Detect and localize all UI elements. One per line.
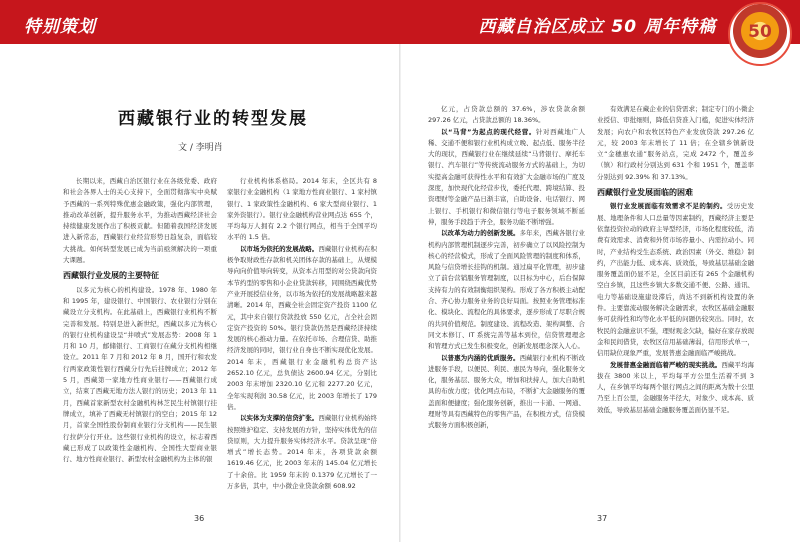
paragraph <box>597 201 754 359</box>
text-column-1 <box>63 176 217 510</box>
paragraph-text: 西藏银行业机构在积极争取财政性存款和机关团体存款的基础上，从规模导向向价值导向转变，从资本占用型的对公贷款向资本节约型的零售和小企业贷款转移，同围绕西藏优势产业开展授信业务，以市场为依托的发展战略越来越清晰。2014 年，西藏全社会固定资产投资 1100 亿元，其中来自银行贷款投放 550 亿元，占全社会固定资产投资的 50%。银行贷款仍然是西藏经济持续发展的核心推动力量。在依托市场、合理信贷、助推经济发展的同时，银行业自身也不断实现优化发展。2014 年末，西藏银行业金融机构总资产达 2652.10 亿元，总负债达 2600.94 亿元，分别比 2003 年末增加 2320.10 亿元和 2277.20 亿元，全年实现利润 30.58 亿元，比 2003 年增长了 179 倍。 <box>227 244 377 411</box>
paragraph-text: 西藏平均海拔在 3800 米以上，平均每平方公里生活着不到 3 人，在乡镇平均每两个银行网点之间的距离为数十公里乃至上百公里，金融服务半径大，对象少、成本高、质效低，导致基层基础金融服务覆盖面仍显不足。 <box>597 360 754 414</box>
paragraph-lead: 银行业发展面临有效需求不足的制约。 <box>610 202 727 211</box>
anniversary-emblem-icon <box>728 2 792 66</box>
paragraph-text: 针对西藏地广人稀、交通不便和银行业机构成立晚、起点低、服务半径大的现状，西藏银行业在继续延续“马背银行、摩托车银行、汽车银行”等传统流动服务方式的基础上，为切实提高金融可获得性水平和有效扩大金融市场的广度及深度，加快现代化经营步伐，委托代理、跨境结算、投资理财等金融产品日渐丰富，自助设备、电话银行、网上银行、手机银行和微信银行等电子服务领域不断延伸，服务手段趋于齐全，服务功能不断增强。 <box>428 127 585 226</box>
paragraph-lead: 发展普惠金融面临着严峻的现实挑战。 <box>610 360 722 369</box>
paragraph-lead: 以普惠为内涵的优质服务。 <box>441 353 520 362</box>
page-fold <box>399 44 401 542</box>
paragraph <box>428 127 585 229</box>
paragraph <box>428 228 585 352</box>
paragraph-text: 亿元，占贷款总额的 37.6%，涉农贷款余额 297.26 亿元，占贷款总额的 18.36%。 <box>428 105 585 125</box>
paragraph-text: 受历史发展、地理条件和人口总量等因素制约，西藏经济主要是依靠投资拉动的政府主导型经济，市场化程度较低，消费有效需求、消费和外贸市场容量小、内需拉动小。同时，产业结构受生态系统、政治因素（外交、维稳）制约，产出能力低、成本高、质效低，导致基层基础金融服务覆盖面仍显不足，全区目前还有 265 个金融机构空白乡镇，且这些乡镇大多数交通不便、公路、通讯、电力等基础设施建设滞后，尚达不到新机构设置的条件。主要靠流动服务解决金融需求，农牧区基础金融服务可获得性和均等化水平低的问题仍较突出。同时，农牧民的金融意识不强，理财观念欠缺，偏好在家存放现金和民间借贷，农牧区信用基础薄弱，信用形式单一，信用缺位现象严重，发展普惠金融面临严峻挑战。 <box>597 202 754 358</box>
paragraph-text: 长期以来，西藏自治区银行业在各级党委、政府和社会各界人士的关心支持下，全面贯彻落实中央赋予西藏的一系列特殊优惠金融政策，强化内部管理，推动改革创新，提升服务水平，为推动西藏经济社会持续健康发展作出了积极贡献。但随着我国经济发展进入新常态，西藏银行业经营形势日趋复杂，面临较大挑战。如何转型发展已成为当前亟须解决的一项重大课题。 <box>63 177 217 265</box>
section-heading: 西藏银行业发展面临的困难 <box>597 188 693 198</box>
paragraph-lead: 以“马背”为起点的现代经营。 <box>441 127 536 136</box>
paragraph <box>227 176 377 244</box>
section-heading: 西藏银行业发展的主要特征 <box>63 271 159 281</box>
paragraph <box>597 104 754 183</box>
paragraph-lead: 以改革为动力的创新发展。 <box>441 229 520 238</box>
paragraph <box>597 360 754 416</box>
paragraph-lead: 以实体为支撑的信贷扩张。 <box>240 414 319 423</box>
paragraph-text: 行业机构体系格局。2014 年末，全区共有 8 家银行业金融机构（1 家地方性商业银行、1 家村镇银行、1 家政策性金融机构、6 家大型商业银行、1 家外资银行）。银行业金融机构营业网点达 655 个，平均每万人拥有 2.2 个银行网点，相当于全国平均水平的 1.5 倍。 <box>227 177 377 242</box>
paragraph <box>227 244 377 413</box>
paragraph-lead: 以市场为依托的发展战略。 <box>240 244 319 253</box>
left-header-band <box>0 0 400 44</box>
text-column-4 <box>597 104 754 510</box>
article-title: 西藏银行业的转型发展 <box>118 109 308 129</box>
paragraph-text: 西藏银行业机构始终按照维护稳定、支持发展的方针，坚持实体优先的信贷原则，大力提升服务实体经济水平。贷款呈现“倍增式”增长态势。2014 年末，各项贷款余额 1619.46 亿元，比 2003 年末的 145.04 亿元增长了十余倍。比 1959 年末的 0.1379 亿元增长了一万多倍，其中，中小微企业贷款余额 608.92 <box>227 414 377 491</box>
emblem-number: 50 <box>748 22 772 42</box>
paragraph-text: 多年来，西藏各银行业机构内部管理机制逐步完善，初步确立了以风险控制为核心的经营模式，形成了全面风险管理的制度和体系，风险与信贷增长挂钩的机制。通过扁平化管理，初步建立了前台营销服务管理制度，以目标为中心，后台保障支持有力的有效制衡组织架构。形成了各方积极主动配合、齐心协力服务业务的良好局面。按照业务管理标准化、模块化、流程化的具体要求，逐步形成了尽职合规的共同价值规范。制度建设、流程改造、架构调整、合同文本修订、IT 系统完善等基本到位，信贷管理理念和管理方式已发生积极变化，创新发展理念深入人心。 <box>428 229 585 351</box>
page-number-right: 37 <box>597 514 608 523</box>
text-column-3 <box>428 104 585 510</box>
text-column-2 <box>227 176 377 510</box>
paragraph <box>227 413 377 492</box>
paragraph <box>63 285 217 466</box>
special-feature-label: 西藏自治区成立 50 周年特稿 <box>478 17 716 37</box>
article-byline: 文 / 李明肖 <box>178 143 223 153</box>
page-number-left: 36 <box>194 514 205 523</box>
paragraph <box>63 176 217 266</box>
paragraph <box>428 353 585 432</box>
paragraph-text: 有效满足在藏企业的信贷需求；制定专门的小微企业授信、审批细则，降低信贷准入门槛，促进实体经济发展；向农户和农牧区特色产业发放贷款 297.26 亿元，较 2003 年末增长了 11 倍；在全辖乡镇新设立“金穗惠农通”服务站点，完成 2472 个，覆盖乡（镇）和行政村分别达到 631 个和 1951 个，覆盖率分别达到 92.39% 和 37.13%。 <box>597 105 754 181</box>
section-label: 特别策划 <box>24 17 96 37</box>
paragraph <box>428 104 585 127</box>
paragraph-text: 西藏银行业机构不断改进服务手段，以便民、利民、惠民为导向，强化服务文化，服务基层、服务大众，增加和扶持人，加大自助机具的布放力度；优化网点布局，不断扩大金融服务的覆盖面和便捷度；强化服务创新，推出一卡通、一网通、理财等具有西藏特色的零售产品，在积极方式，信贷模式服务方面积极创新， <box>428 353 585 430</box>
paragraph-text: 以多元为核心的机构建设。1978 年、1980 年和 1995 年，建设银行、中国银行、农业银行分别在藏设立分支机构。在此基础上，西藏银行业机构不断完善和发展。特别是进入新世纪，西藏以多元为核心的银行业机构建设呈“井喷式”发展态势：2008 年 1 月和 10 月，邮储银行、工商银行在藏分支机构相继设立。2011 年 7 月和 2012 年 8 月，国开行和农发行两家政策性银行西藏分行先后挂牌成立；2012 年 5 月，西藏第一家地方性商业银行——西藏银行成立，结束了西藏无地方法人银行的历史；2013 年 11 月，西藏首家新型农村金融机构林芝民生村镇银行挂牌成立，填补了西藏无村镇银行的空白；2015 年 12 月，首家全国性股份制商业银行分支机构——民生银行拉萨分行开业。这些银行业机构的设立，标志着西藏已形成了以政策性金融机构、全国性大型商业银行、地方性商业银行、新型农村金融机构为主体的银 <box>63 285 217 464</box>
